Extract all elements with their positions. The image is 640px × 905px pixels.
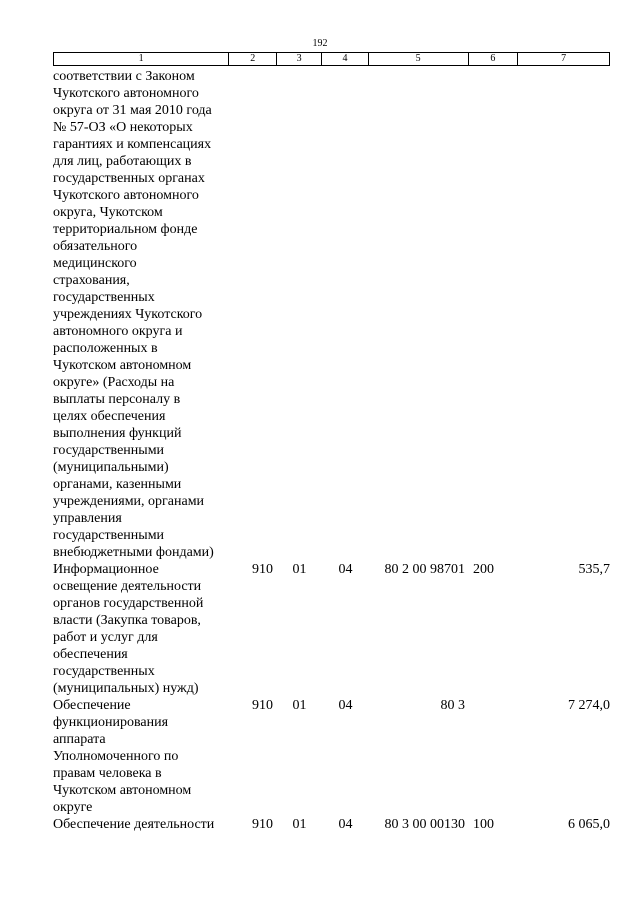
- row-name: Обеспечение деятельности: [53, 817, 215, 832]
- row-section: 01: [292, 817, 307, 832]
- table-body: [53, 68, 610, 833]
- row-section: 01: [292, 698, 307, 713]
- column-header-5: 5: [369, 53, 469, 65]
- page-number: 192: [312, 38, 328, 49]
- row-subsection: 04: [338, 817, 353, 832]
- row-amount: 6 065,0: [568, 817, 610, 832]
- row-name: Информационное освещение деятельности органов государственной власти (Закупка товаров, работ и услуг для обеспечения государственных (муниципальных) нужд): [53, 562, 204, 696]
- column-header-7: 7: [561, 53, 567, 64]
- row-subsection: 04: [338, 562, 353, 577]
- row-amount: 535,7: [578, 562, 610, 577]
- row-amount: [519, 68, 610, 561]
- row-expense-type: 100: [473, 817, 494, 832]
- row-name: соответствии с Законом Чукотского автономного округа от 31 мая 2010 года № 57-ОЗ «О некоторых гарантиях и компенсациях для лиц, работающих в государственных органах Чукотского автономного округа, Чукотском территориальном фонде обязательного медицинского страхования, государственных учреждениях Чукотского автономного округа и расположенных в Чукотском автономном округе» (Расходы на выплаты персоналу в целях обеспечения выполнения функций государственными (муниципальными) органами, казенными учреждениями, органами управления государственными внебюджетными фондами): [53, 69, 214, 560]
- row-article: [369, 68, 469, 561]
- row-expense-type: [469, 68, 519, 561]
- row-section: [277, 68, 322, 561]
- row-ministry: 910: [252, 562, 273, 577]
- row-section: 01: [292, 562, 307, 577]
- table-row: [53, 68, 610, 561]
- row-ministry: [229, 68, 277, 561]
- column-header-row: [53, 52, 610, 66]
- row-subsection: [322, 68, 369, 561]
- column-header-2: 2: [229, 53, 277, 65]
- row-expense-type: 200: [473, 562, 494, 577]
- column-header-4: 4: [322, 53, 369, 65]
- row-article: 80 3 00 00130: [384, 817, 465, 832]
- table-row: [53, 816, 610, 833]
- row-ministry: 910: [252, 698, 273, 713]
- table-row: [53, 697, 610, 816]
- row-ministry: 910: [252, 817, 273, 832]
- table-row: [53, 561, 610, 697]
- row-expense-type: [469, 697, 519, 816]
- column-header-6: 6: [469, 53, 519, 65]
- row-amount: 7 274,0: [568, 698, 610, 713]
- row-article: 80 3: [440, 698, 465, 713]
- column-header-3: 3: [277, 53, 322, 65]
- row-article: 80 2 00 98701: [384, 562, 465, 577]
- row-name: Обеспечение функционирования аппарата Уполномоченного по правам человека в Чукотском автономном округе: [53, 698, 192, 815]
- column-header-1: 1: [54, 53, 229, 65]
- row-subsection: 04: [338, 698, 353, 713]
